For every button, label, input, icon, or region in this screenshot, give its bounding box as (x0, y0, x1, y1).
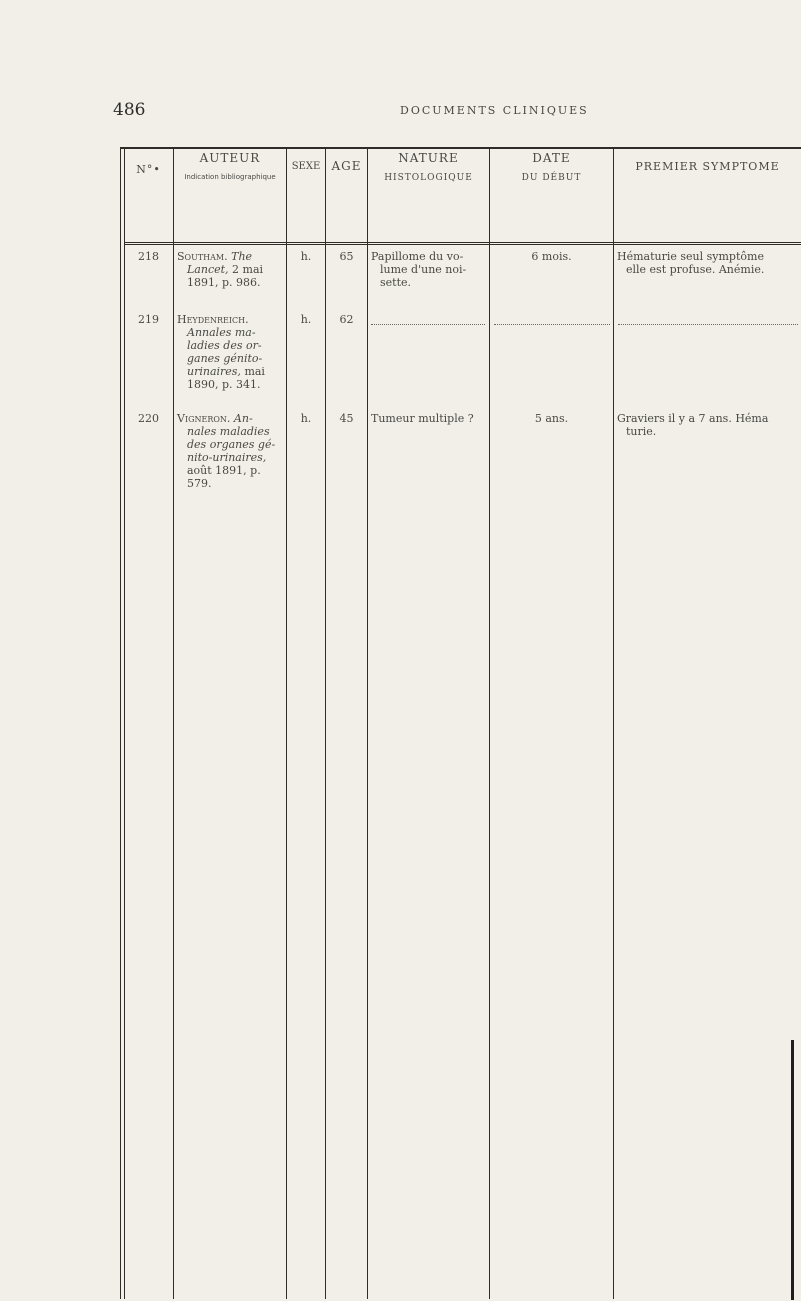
author-ref: ladies des or- (187, 339, 262, 352)
author-ref: ganes génito- (187, 352, 263, 365)
sex-cell: h. (300, 250, 312, 263)
column-divider-date (489, 147, 490, 1299)
nature-line: sette. (380, 276, 412, 289)
symptom-cell (617, 412, 799, 438)
author-name: Vigneron. (177, 412, 231, 425)
header-age: AGE (331, 159, 362, 173)
header-date-sub: DU DÉBUT (521, 173, 582, 183)
nature-cell: Tumeur multiple ? (371, 412, 474, 425)
page-edge-shadow (791, 1040, 794, 1300)
author-ref: The (231, 250, 253, 263)
author-name: Southam. (177, 250, 228, 263)
author-cell (177, 313, 285, 391)
date-cell: 5 ans. (534, 412, 569, 425)
dotted-leader (371, 324, 485, 325)
header-date: DATE (532, 151, 571, 165)
author-date: 579. (187, 477, 212, 490)
nature-cell (371, 250, 488, 289)
symptom-cell (617, 250, 799, 276)
date-cell: 6 mois. (531, 250, 572, 263)
dotted-leader (618, 324, 798, 325)
author-date: août 1891, p. (187, 464, 261, 477)
author-cell (177, 412, 285, 490)
nature-line: lume d'une noi- (380, 263, 467, 276)
row-number: 219 (138, 313, 159, 326)
header-num: N°• (136, 163, 161, 176)
age-cell: 45 (339, 412, 354, 425)
column-divider-symptom (613, 147, 614, 1299)
symptom-line: turie. (626, 425, 657, 438)
author-date: 1890, p. 341. (187, 378, 261, 391)
author-ref: nales maladies (187, 425, 270, 438)
author-ref: des organes gé- (187, 438, 276, 451)
header-nature-sub: HISTOLOGIQUE (384, 173, 473, 183)
column-divider-author (173, 147, 174, 1299)
header-symptom: PREMIER SYMPTOME (635, 160, 780, 173)
column-divider-nature (367, 147, 368, 1299)
symptom-line: Graviers il y a 7 ans. Héma (617, 412, 769, 425)
symptom-line: elle est profuse. Anémie. (626, 263, 765, 276)
age-cell: 62 (339, 313, 354, 326)
header-author: AUTEUR (199, 151, 261, 165)
sex-cell: h. (300, 412, 312, 425)
header-bottom-rule (124, 242, 801, 243)
sex-cell: h. (300, 313, 312, 326)
author-ref: Annales ma- (187, 326, 256, 339)
row-number: 218 (138, 250, 159, 263)
author-ref: urinaires, (187, 365, 241, 378)
author-date: mai (244, 365, 265, 378)
header-sex: SEXE (291, 161, 321, 172)
author-ref: An- (233, 412, 253, 425)
header-author-sub: Indication bibliographique (184, 173, 276, 181)
row-number: 220 (138, 412, 159, 425)
header-bottom-rule-2 (124, 244, 801, 245)
author-ref: Lancet, (187, 263, 229, 276)
page-number: 486 (113, 100, 146, 120)
table-left-rule (120, 147, 121, 1299)
author-ref: nito-urinaires, (187, 451, 267, 464)
author-cell (177, 250, 285, 289)
header-nature: NATURE (398, 151, 459, 165)
author-name: Heydenreich. (177, 313, 249, 326)
symptom-line: Hématurie seul symptôme (617, 250, 764, 263)
running-head: DOCUMENTS CLINIQUES (400, 104, 589, 117)
dotted-leader (494, 324, 610, 325)
author-date: 2 mai (232, 263, 264, 276)
table-left-rule-inner (124, 147, 125, 1299)
table-top-rule (120, 147, 801, 149)
nature-line: Papillome du vo- (371, 250, 464, 263)
age-cell: 65 (339, 250, 354, 263)
author-date: 1891, p. 986. (187, 276, 261, 289)
